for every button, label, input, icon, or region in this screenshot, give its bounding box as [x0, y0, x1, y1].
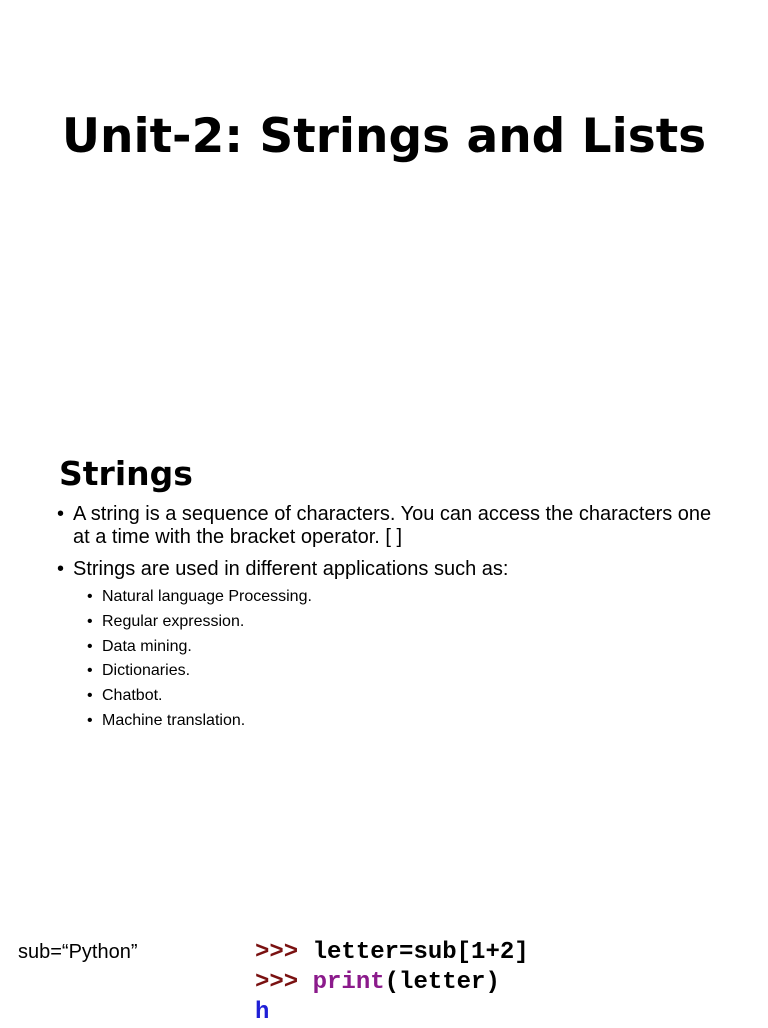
code-example-slide: [0, 900, 768, 1024]
sub-bullet-item: • Chatbot.: [73, 684, 717, 709]
sub-bullet-list: [73, 585, 717, 734]
sub-bullet-item: • Data mining.: [73, 635, 717, 660]
code-line: [255, 938, 529, 968]
slide-title: Unit-2: Strings and Lists: [61, 109, 707, 164]
code-prompt: >>>: [255, 939, 299, 966]
code-block: [255, 938, 529, 1028]
code-output: h: [255, 999, 270, 1026]
code-keyword: print: [312, 969, 385, 996]
bullet-list: [57, 503, 717, 743]
code-text: letter=sub[1+2]: [312, 939, 529, 966]
bullet-item: • A string is a sequence of characters. You can access the characters one at a time with the bracket operator. [ ]: [57, 503, 717, 549]
sub-bullet-item: • Machine translation.: [73, 709, 717, 734]
sub-bullet-item: • Regular expression.: [73, 610, 717, 635]
title-slide: [0, 0, 768, 400]
slide-heading: Strings: [59, 454, 193, 493]
strings-slide: [0, 430, 768, 750]
sub-bullet-item: • Dictionaries.: [73, 659, 717, 684]
bullet-item-with-sublist: [57, 558, 717, 734]
variable-definition: sub=“Python”: [18, 941, 138, 963]
code-line: [255, 968, 529, 998]
sub-bullet-item: • Natural language Processing.: [73, 585, 717, 610]
code-prompt: >>>: [255, 969, 299, 996]
code-text: (letter): [384, 969, 500, 996]
bullet-item-text: Strings are used in different applications such as:: [73, 558, 509, 580]
